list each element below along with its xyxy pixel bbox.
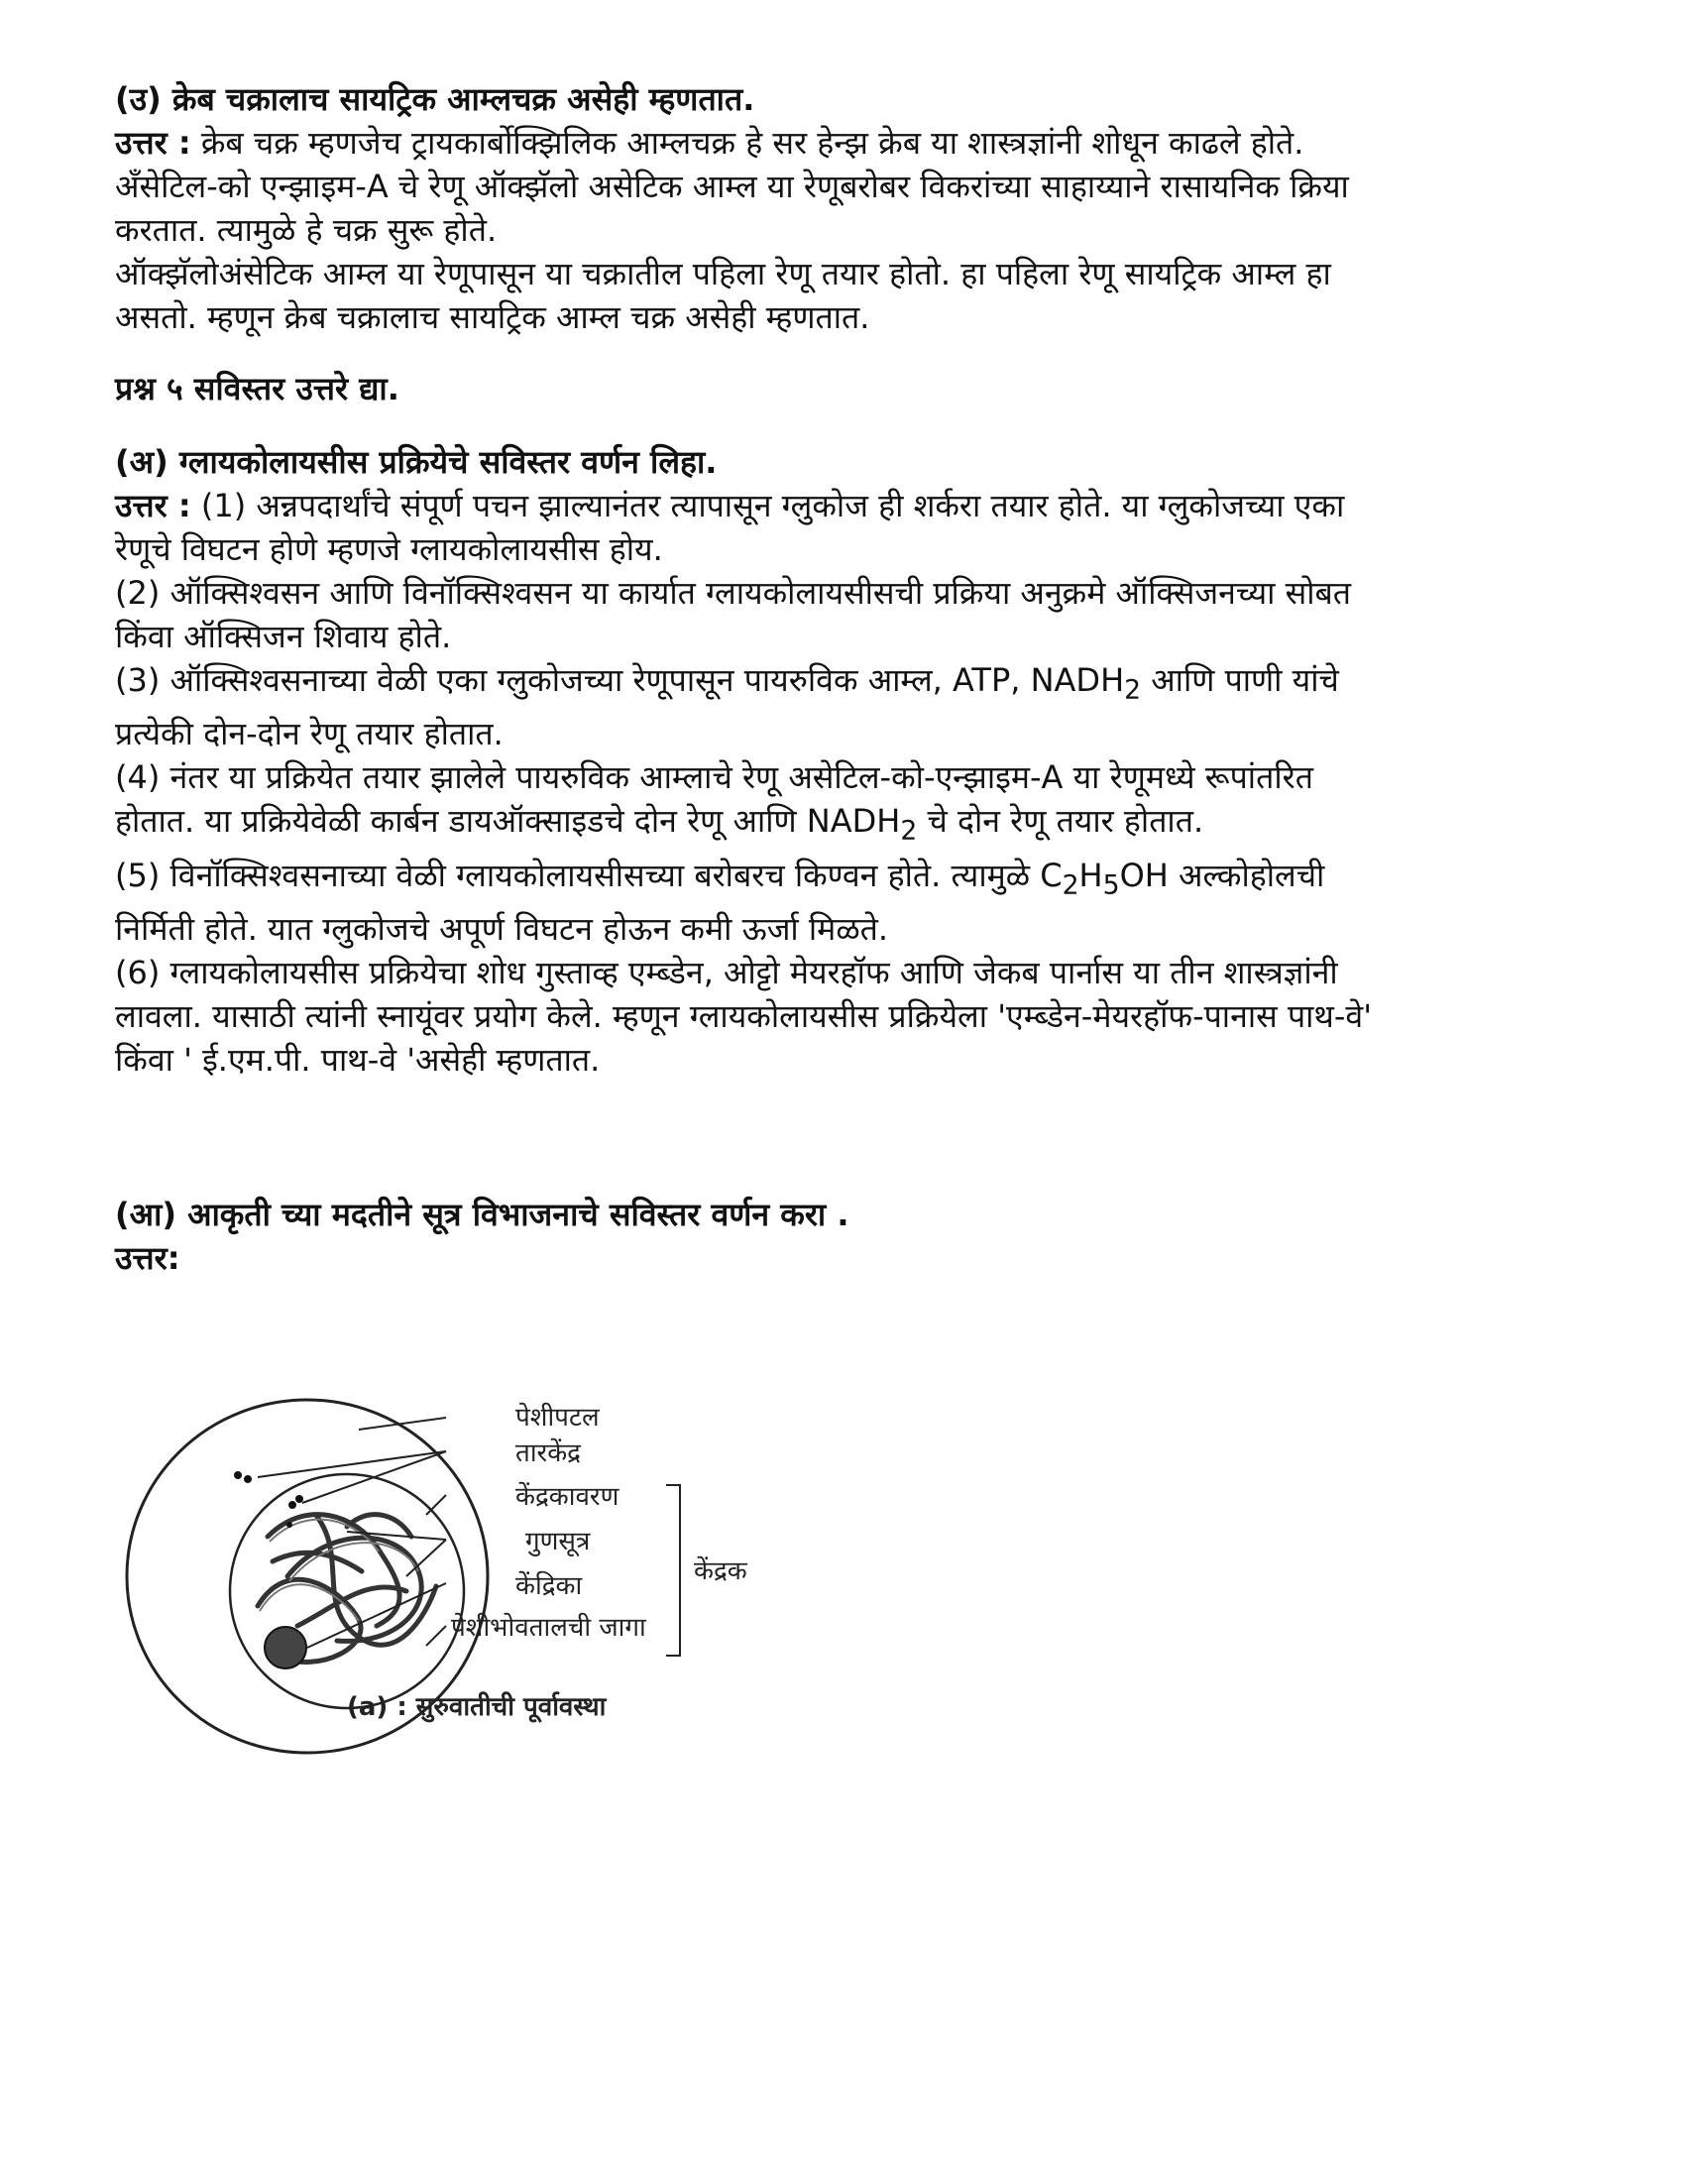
document-page [115, 77, 1602, 1280]
section-a-p5-line2: निर्मिती होते. यात ग्लुकोजचे अपूर्ण विघटन होऊन कमी ऊर्जा मिळते. [115, 910, 889, 949]
section-a-p5-line1: (5) विनॉक्सिश्वसनाच्या वेळी ग्लायकोलायसीसच्या बरोबरच किण्वन होते. त्यामुळे $C_2H_5OH$ अल्कोहोलची [115, 856, 1325, 901]
label-nucleolus: केंद्रिका [515, 1571, 583, 1601]
section-a-p4-line2: होतात. या प्रक्रियेवेळी कार्बन डायऑक्साइडचे दोन रेणू आणि $NADH_2$ चे दोन रेणू तयार होतात. [115, 802, 1204, 847]
label-nucleus: केंद्रक [694, 1556, 747, 1586]
section-aa-answer-label: उत्तर: [115, 1239, 180, 1278]
answer-label: उत्तर : [115, 487, 191, 524]
section-u-line5: असतो. म्हणून क्रेब चक्रालाच सायट्रिक आम्ल चक्र असेही म्हणतात. [115, 298, 870, 336]
section-a-p3-line1: (3) ऑक्सिश्वसनाच्या वेळी एका ग्लुकोजच्या रेणूपासून पायरुविक आम्ल, ATP, $NADH_2$ आणि पाणी यांचे [115, 661, 1339, 706]
section-a-heading: (अ) ग्लायकोलायसीस प्रक्रियेचे सविस्तर वर्णन लिहा. [115, 443, 718, 481]
label-envelope: केंद्रकावरण [515, 1482, 619, 1512]
prophase-diagram [119, 1378, 793, 1824]
section-a-p3-line2: प्रत्येकी दोन-दोन रेणू तयार होतात. [115, 715, 504, 753]
section-u-line1: उत्तर : क्रेब चक्र म्हणजेच ट्रायकार्बोक्झिलिक आम्लचक्र हे सर हेन्झ क्रेब या शास्त्रज्ञांनी शोधून काढले होते. [115, 124, 1304, 162]
section-a-p6-line3: किंवा ' ई.एम.पी. पाथ-वे 'असेही म्हणतात. [115, 1041, 601, 1080]
section-u-line2: अँसेटिल-को एन्झाइम-A चे रेणू ऑक्झॅलो असेटिक आम्ल या रेणूबरोबर विकरांच्या साहाय्याने रासायनिक क्रिया [115, 168, 1349, 205]
section-a-p6-line2: लावला. यासाठी त्यांनी स्नायूंवर प्रयोग केले. म्हणून ग्लायकोलायसीस प्रक्रियेला 'एम्ब्डेन-मेयरहॉफ-पानास पाथ-वे' [115, 997, 1372, 1036]
section-a-p6-line1: (6) ग्लायकोलायसीस प्रक्रियेचा शोध गुस्ताव्ह एम्ब्डेन, ओट्टो मेयरहॉफ आणि जेकब पार्नास या तीन शास्त्रज्ञांनी [115, 954, 1338, 992]
section-a-p2-line1: (2) ऑक्सिश्वसन आणि विनॉक्सिश्वसन या कार्यात ग्लायकोलायसीसची प्रक्रिया अनुक्रमे ऑक्सिजनच्या सोबत [115, 574, 1352, 612]
section-u-heading: (उ) क्रेब चक्रालाच सायट्रिक आम्लचक्र असेही म्हणतात. [115, 80, 755, 118]
section-u-line3: करतात. त्यामुळे हे चक्र सुरू होते. [115, 211, 498, 249]
question5-heading: प्रश्न ५ सविस्तर उत्तरे द्या. [115, 370, 399, 407]
nucleolus-shape [265, 1627, 306, 1668]
section-a-p1-line2: रेणूचे विघटन होणे म्हणजे ग्लायकोलायसीस होय. [115, 530, 663, 568]
section-u-line4: ऑक्झॅलोअंसेटिक आम्ल या रेणूपासून या चक्रातील पहिला रेणू तयार होतो. हा पहिला रेणू सायट्रिक आम्ल हा [115, 255, 1331, 292]
label-cytoplasm: पेशीभोवतालची जागा [451, 1613, 646, 1643]
figure-caption: (a) : सुरुवातीची पूर्वावस्था [347, 1692, 607, 1722]
label-chromosome: गुणसूत्र [525, 1527, 591, 1556]
answer-label: उत्तर : [115, 124, 191, 162]
section-a-p4-line1: (4) नंतर या प्रक्रियेत तयार झालेले पायरुविक आम्लाचे रेणू असेटिल-को-एन्झाइम-A या रेणूमध्ये रूपांतरित [115, 758, 1313, 797]
section-aa-heading: (आ) आकृती च्या मदतीने सूत्र विभाजनाचे सविस्तर वर्णन करा . [115, 1196, 849, 1234]
section-a-p2-line2: किंवा ऑक्सिजन शिवाय होते. [115, 618, 452, 655]
prophase-figure [119, 1378, 793, 1824]
label-centriole: तारकेंद्र [515, 1438, 581, 1468]
section-a-p1-line1: उत्तर : (1) अन्नपदार्थांचे संपूर्ण पचन झाल्यानंतर त्यापासून ग्लुकोज ही शर्करा तयार होते. या ग्लुकोजच्या एका [115, 487, 1345, 524]
label-membrane: पेशीपटल [515, 1403, 600, 1433]
